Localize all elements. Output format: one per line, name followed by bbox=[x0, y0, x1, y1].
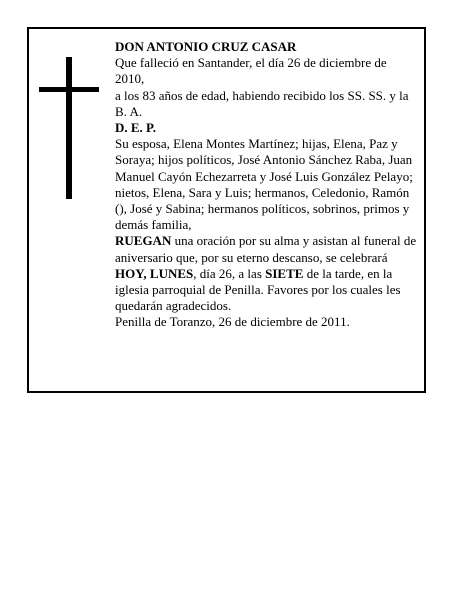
request-text-2: , día 26, a las bbox=[193, 265, 266, 281]
ruegan-word: RUEGAN bbox=[115, 233, 172, 249]
cross-vertical-bar bbox=[66, 57, 72, 199]
hoy-word: HOY bbox=[115, 265, 144, 281]
death-line: Que falleció en Santander, el día 26 de diciembre de 2010, bbox=[115, 55, 387, 87]
cross-horizontal-bar bbox=[39, 87, 99, 92]
request-text-1: una oración por su alma y asistan al funeral de aniversario que, por su eterno descanso, se celebrará bbox=[115, 233, 417, 265]
deceased-name: DON ANTONIO CRUZ CASAR bbox=[115, 39, 297, 54]
siete-word: SIETE bbox=[265, 265, 304, 281]
lunes-word: LUNES bbox=[149, 265, 194, 281]
place-date: Penilla de Toranzo, 26 de diciembre de 2011. bbox=[115, 314, 350, 330]
notice-text bbox=[115, 39, 417, 331]
age-line: a los 83 años de edad, habiendo recibido los SS. SS. y la B. A. bbox=[115, 87, 409, 119]
request-paragraph bbox=[115, 233, 417, 314]
obituary-notice bbox=[27, 27, 426, 393]
cross-icon bbox=[39, 57, 99, 199]
request-separator: , bbox=[143, 265, 150, 281]
request-text-3: de la tarde, en la iglesia parroquial de Penilla. Favores por los cuales les quedarán agradecidos. bbox=[115, 265, 401, 314]
family-list: Su esposa, Elena Montes Martínez; hijas, Elena, Paz y Soraya; hijos políticos, José Antonio Sánchez Raba, Juan Manuel Cayón Echezarreta y José Luis González Pelayo; nietos, Elena, Sara y Luis; hermanos, Celedonio, Ramón (), José y Sabina; hermanos políticos, sobrinos, primos y demás familia, bbox=[115, 136, 413, 233]
dep-line: D. E. P. bbox=[115, 120, 157, 136]
